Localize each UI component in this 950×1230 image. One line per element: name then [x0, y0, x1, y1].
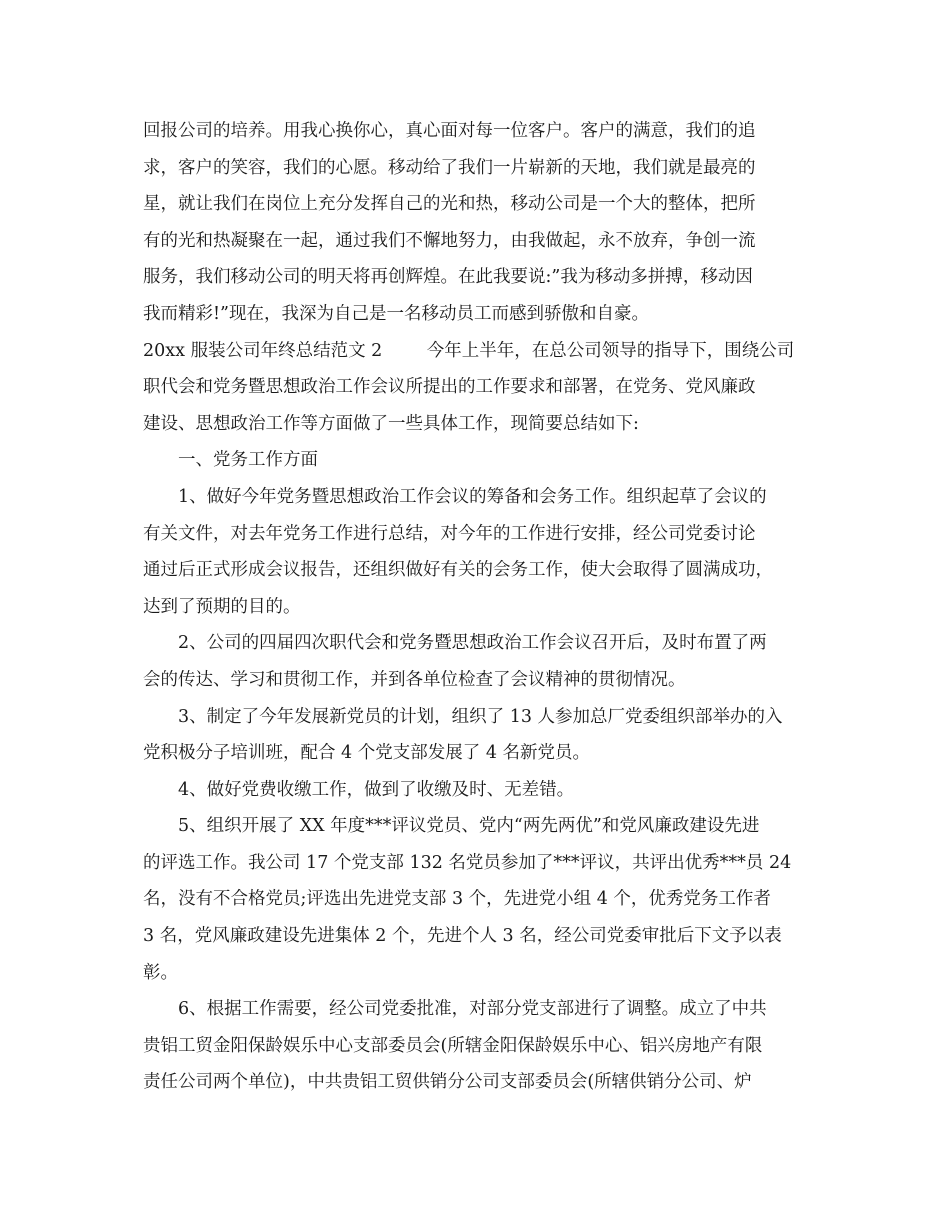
text-line: 求，客户的笑容，我们的心愿。移动给了我们一片崭新的天地，我们就是最亮的 — [143, 157, 756, 178]
text-line: 2、公司的四届四次职代会和党务暨思想政治工作会议召开后，及时布置了两 — [178, 633, 767, 654]
text-line: 有关文件，对去年党务工作进行总结，对今年的工作进行安排，经公司党委讨论 — [143, 523, 756, 544]
text-line: 贵铝工贸金阳保龄娱乐中心支部委员会(所辖金阳保龄娱乐中心、铝兴房地产有限 — [143, 1035, 763, 1056]
text-line: 服务，我们移动公司的明天将再创辉煌。在此我要说:”我为移动多拼搏，移动因 — [143, 267, 753, 288]
text-line: 20xx 服装公司年终总结范文 2 今年上半年，在总公司领导的指导下，围绕公司 — [143, 340, 795, 361]
text-line: 3、制定了今年发展新党员的计划，组织了 13 人参加总厂党委组织部举办的入 — [178, 706, 783, 727]
text-line: 会的传达、学习和贯彻工作，并到各单位检查了会议精神的贯彻情况。 — [143, 669, 686, 690]
text-line: 星，就让我们在岗位上充分发挥自己的光和热，移动公司是一个大的整体，把所 — [143, 194, 756, 215]
text-line: 回报公司的培养。用我心换你心，真心面对每一位客户。客户的满意，我们的追 — [143, 121, 756, 141]
text-line: 的评选工作。我公司 17 个党支部 132 名党员参加了***评议，共评出优秀***员 24 — [143, 852, 792, 873]
text-line: 4、做好党费收缴工作，做到了收缴及时、无差错。 — [178, 779, 575, 800]
text-line: 彰。 — [143, 962, 178, 983]
text-line: 我而精彩!”现在，我深为自己是一名移动员工而感到骄傲和自豪。 — [143, 303, 649, 324]
text-line: 责任公司两个单位)，中共贵铝工贸供销分公司支部委员会(所辖供销分公司、炉 — [143, 1072, 752, 1093]
text-line: 职代会和党务暨思想政治工作会议所提出的工作要求和部署，在党务、党风廉政 — [143, 377, 756, 398]
text-line: 达到了预期的目的。 — [143, 596, 301, 617]
text-line: 5、组织开展了 XX 年度***评议党员、党内“两先两优”和党风廉政建设先进 — [178, 816, 760, 837]
text-line: 通过后正式形成会议报告，还组织做好有关的会务工作，使大会取得了圆满成功， — [143, 560, 773, 581]
text-line: 1、做好今年党务暨思想政治工作会议的筹备和会务工作。组织起草了会议的 — [178, 486, 767, 507]
text-line: 名，没有不合格党员;评选出先进党支部 3 个，先进党小组 4 个，优秀党务工作者 — [143, 889, 771, 910]
text-line: 6、根据工作需要，经公司党委批准，对部分党支部进行了调整。成立了中共 — [178, 999, 767, 1020]
text-line: 3 名，党风廉政建设先进集体 2 个，先进个人 3 名，经公司党委审批后下文予以表 — [143, 926, 782, 947]
document-body — [143, 113, 819, 1101]
text-line: 有的光和热凝聚在一起，通过我们不懈地努力，由我做起，永不放弃，争创一流 — [143, 230, 756, 251]
text-line: 一、党务工作方面 — [178, 450, 318, 471]
text-line: 党积极分子培训班，配合 4 个党支部发展了 4 名新党员。 — [143, 743, 591, 764]
text-line: 建设、思想政治工作等方面做了一些具体工作，现简要总结如下: — [143, 413, 639, 434]
